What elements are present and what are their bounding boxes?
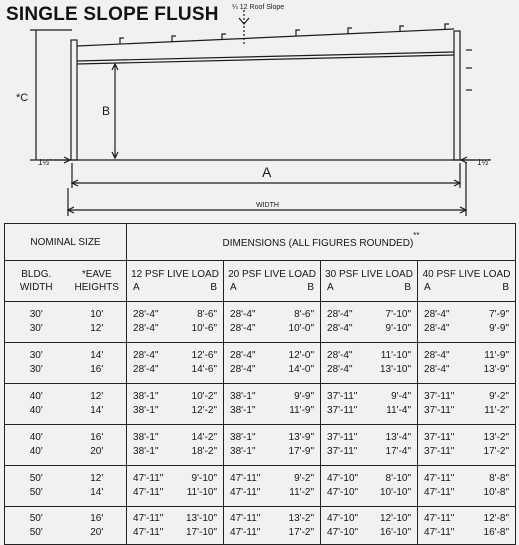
dimension-b-value: 16'-10" [379, 526, 412, 538]
dimension-pair [224, 472, 320, 486]
dimension-a-value: 47'-10" [327, 512, 359, 524]
bldg-width-cell [5, 466, 68, 507]
dimension-cell [418, 466, 516, 507]
dimension-pair [321, 526, 417, 540]
eave-height-value: 14' [90, 350, 104, 361]
label-c: *C [16, 92, 29, 104]
dimension-b-value: 9'-4" [391, 391, 412, 402]
eave-height-value: 14' [90, 487, 104, 498]
dimension-b-value: 9'-10" [191, 473, 218, 484]
dimension-a-value: 37'-11" [424, 432, 455, 443]
dimension-a-value: 47'-11" [230, 487, 261, 498]
bldg-width-value: 30' [29, 350, 43, 361]
dimension-a-value: 28'-4" [230, 350, 256, 361]
dimension-b-value: 9'-2" [489, 391, 510, 402]
dimension-pair [127, 322, 223, 336]
dimension-cell [418, 384, 516, 425]
dimension-b-value: 12'-0" [288, 350, 315, 361]
dimension-b-value: 11'-10" [186, 487, 218, 498]
dimension-cell [224, 507, 321, 545]
dimension-b-value: 11'-2" [289, 487, 315, 498]
dimension-cell [127, 507, 224, 545]
eave-height-cell [68, 384, 127, 425]
dimension-a-value: 28'-4" [424, 323, 450, 334]
dimension-pair [418, 431, 515, 445]
dimension-b-value: 10'-6" [191, 323, 218, 334]
dimension-cell [418, 425, 516, 466]
dimension-pair [321, 308, 417, 322]
eave-height-cell [68, 507, 127, 545]
dimension-b-value: 12'-10" [379, 512, 412, 524]
load-header-30: 30 PSF LIVE LOAD A B [321, 261, 418, 302]
dimension-pair [418, 349, 515, 363]
table-row-group [5, 466, 516, 507]
dimension-a-value: 47'-11" [133, 487, 164, 498]
dimension-a-value: 28'-4" [133, 323, 159, 334]
dimension-pair [321, 363, 417, 377]
dimension-b-value: 17'-10" [185, 526, 218, 538]
dimension-b-value: 14'-6" [191, 364, 218, 375]
dimensions-header: DIMENSIONS (ALL FIGURES ROUNDED)** [127, 224, 516, 261]
table-row-group [5, 507, 516, 545]
dimension-pair [321, 322, 417, 336]
dimension-b-value: 11'-4" [386, 405, 412, 416]
dimension-cell [127, 343, 224, 384]
dimension-pair [321, 512, 417, 526]
dimension-a-value: 47'-11" [133, 473, 164, 484]
dimension-a-value: 47'-10" [327, 473, 359, 484]
dimension-pair [127, 308, 223, 322]
bldg-width-value: 30' [29, 323, 43, 334]
dimension-b-value: 16'-8" [483, 526, 510, 538]
page-title: SINGLE SLOPE FLUSH [6, 4, 219, 25]
eave-height-value: 14' [90, 405, 104, 416]
dimension-pair [127, 431, 223, 445]
dimension-a-value: 47'-10" [327, 487, 359, 498]
table-row-group [5, 425, 516, 466]
dimension-a-value: 28'-4" [424, 350, 450, 361]
dimension-pair [127, 390, 223, 404]
dimension-b-value: 13'-2" [483, 432, 510, 443]
dimension-b-value: 18'-2" [191, 446, 218, 457]
dimension-a-value: 37'-11" [327, 391, 358, 402]
bldg-width-cell [5, 384, 68, 425]
load-header-20: 20 PSF LIVE LOAD A B [224, 261, 321, 302]
dimension-pair [321, 390, 417, 404]
dimension-b-value: 10'-0" [288, 323, 315, 334]
dimension-a-value: 38'-1" [133, 405, 159, 416]
eave-height-value: 10' [90, 309, 104, 320]
dimension-b-value: 12'-8" [483, 512, 510, 524]
dimension-pair [418, 486, 515, 500]
eave-height-value: 16' [90, 432, 104, 443]
roof-beam-top [77, 29, 454, 46]
dimension-a-value: 47'-11" [424, 473, 455, 484]
dimension-pair [418, 308, 515, 322]
dimension-a-value: 28'-4" [424, 309, 450, 320]
dimension-cell [321, 302, 418, 343]
bldg-width-value: 40' [29, 432, 43, 443]
bldg-width-value: 40' [29, 391, 43, 402]
dimension-b-value: 13'-10" [185, 512, 218, 524]
label-a: A [262, 164, 272, 180]
dimension-a-value: 38'-1" [230, 446, 256, 457]
dimension-b-value: 10'-2" [191, 391, 218, 402]
eave-height-value: 16' [90, 364, 104, 375]
dimension-b-value: 17'-2" [483, 446, 510, 457]
dimension-pair [224, 349, 320, 363]
dimension-pair [127, 486, 223, 500]
label-b: B [102, 104, 111, 118]
dimension-b-value: 11'-2" [484, 405, 510, 416]
dimension-cell [321, 384, 418, 425]
dimension-pair [224, 308, 320, 322]
eave-height-value: 12' [90, 323, 104, 334]
dimension-a-value: 28'-4" [327, 323, 353, 334]
dimension-cell [418, 507, 516, 545]
dimension-b-value: 12'-6" [191, 350, 218, 361]
dimension-b-value: 9'-9" [489, 323, 510, 334]
bldg-width-cell [5, 425, 68, 466]
dimension-b-value: 17'-2" [288, 526, 315, 538]
dimension-a-value: 47'-11" [424, 487, 455, 498]
eave-height-value: 20' [90, 526, 104, 538]
dimension-pair [418, 526, 515, 540]
dimension-a-value: 37'-11" [424, 405, 455, 416]
dimension-a-value: 47'-10" [327, 526, 359, 538]
dimension-b-value: 9'-10" [385, 323, 412, 334]
dimension-b-value: 17'-9" [288, 446, 315, 457]
dimension-a-value: 28'-4" [230, 309, 256, 320]
dimension-pair [127, 472, 223, 486]
table-row-group [5, 384, 516, 425]
dimension-b-value: 14'-2" [191, 432, 218, 443]
right-column [454, 31, 460, 160]
dimension-cell [321, 343, 418, 384]
table-body [5, 302, 516, 545]
eave-heights-header: *EAVE HEIGHTS [68, 261, 127, 302]
dimension-b-value: 13'-9" [288, 432, 315, 443]
bldg-width-value: 30' [29, 309, 43, 320]
eave-height-cell [68, 466, 127, 507]
dimension-a-value: 38'-1" [230, 405, 256, 416]
nominal-size-header: NOMINAL SIZE [5, 224, 127, 261]
dimension-a-value: 28'-4" [424, 364, 450, 375]
dimension-cell [418, 343, 516, 384]
dimension-b-value: 8'-8" [489, 473, 510, 484]
bldg-width-value: 50' [29, 473, 43, 484]
dimension-pair [127, 363, 223, 377]
dimension-pair [418, 404, 515, 418]
roof-slope-note: ¼ 12 Roof Slope [232, 4, 285, 11]
dimension-pair [321, 472, 417, 486]
left-column [71, 40, 77, 160]
bldg-width-value: 50' [29, 487, 43, 498]
dimension-a-value: 47'-11" [424, 512, 455, 524]
load-header-12: 12 PSF LIVE LOAD A B [127, 261, 224, 302]
dimension-a-value: 47'-11" [133, 526, 164, 538]
dimension-a-value: 28'-4" [133, 364, 159, 375]
dimension-cell [224, 302, 321, 343]
dimension-a-value: 47'-11" [230, 473, 261, 484]
dimension-b-value: 13'-2" [288, 512, 315, 524]
dimension-pair [224, 512, 320, 526]
load-header-40: 40 PSF LIVE LOAD A B [418, 261, 516, 302]
dimension-cell [127, 466, 224, 507]
dimension-b-value: 8'-6" [197, 309, 218, 320]
dimension-a-value: 47'-11" [424, 526, 455, 538]
dimension-b-value: 9'-9" [294, 391, 315, 402]
bldg-width-value: 40' [29, 405, 43, 416]
building-elevation-diagram [0, 0, 519, 222]
bldg-width-cell [5, 343, 68, 384]
dimension-b-value: 8'-10" [385, 473, 412, 484]
dimension-b-value: 7'-10" [385, 309, 412, 320]
bldg-width-value: 40' [29, 446, 43, 457]
dimension-pair [418, 512, 515, 526]
dimension-a-value: 38'-1" [133, 432, 159, 443]
dimension-a-value: 37'-11" [327, 432, 358, 443]
dimension-pair [321, 349, 417, 363]
dimension-pair [224, 526, 320, 540]
eave-height-value: 12' [90, 391, 104, 402]
dimension-pair [418, 363, 515, 377]
dimension-a-value: 47'-11" [230, 526, 261, 538]
dimension-b-value: 14'-0" [288, 364, 315, 375]
dimension-pair [224, 404, 320, 418]
dimension-b-value: 11'-9" [484, 350, 510, 361]
eave-height-value: 16' [90, 512, 104, 524]
right-offset-label: 1½" [477, 158, 491, 167]
left-offset-label: 1½" [38, 158, 52, 167]
dimension-cell [321, 507, 418, 545]
dimension-b-value: 12'-2" [191, 405, 218, 416]
dimension-pair [418, 445, 515, 459]
dimension-a-value: 38'-1" [230, 432, 256, 443]
dimension-b-value: 9'-2" [294, 473, 315, 484]
dimension-b-value: 10'-10" [379, 487, 412, 498]
dimension-pair [418, 322, 515, 336]
dimension-a-value: 37'-11" [327, 446, 358, 457]
dimension-a-value: 47'-11" [133, 512, 164, 524]
dimension-cell [224, 343, 321, 384]
dimension-a-value: 37'-11" [424, 446, 455, 457]
dimension-pair [127, 526, 223, 540]
dimension-b-value: 8'-6" [294, 309, 315, 320]
dimension-a-value: 28'-4" [327, 309, 353, 320]
dimension-pair [224, 445, 320, 459]
bldg-width-cell [5, 302, 68, 343]
eave-height-value: 20' [90, 446, 104, 457]
dimension-pair [418, 472, 515, 486]
dimension-a-value: 47'-11" [230, 512, 261, 524]
eave-height-value: 12' [90, 473, 104, 484]
table-row-group [5, 343, 516, 384]
dimension-cell [418, 302, 516, 343]
dimension-pair [127, 349, 223, 363]
dimension-a-value: 28'-4" [133, 350, 159, 361]
bldg-width-cell [5, 507, 68, 545]
dimension-a-value: 28'-4" [133, 309, 159, 320]
bldg-width-value: 50' [29, 526, 43, 538]
dimension-pair [127, 445, 223, 459]
dimension-pair [321, 445, 417, 459]
dimension-b-value: 13'-9" [483, 364, 510, 375]
dimension-b-value: 13'-10" [379, 364, 412, 375]
dimension-b-value: 11'-10" [380, 350, 412, 361]
dimension-a-value: 28'-4" [230, 364, 256, 375]
dimension-cell [224, 384, 321, 425]
dimension-cell [127, 302, 224, 343]
dimension-pair [224, 431, 320, 445]
bldg-width-header: BLDG. WIDTH [5, 261, 68, 302]
dimension-b-value: 11'-9" [289, 405, 315, 416]
dimensions-table [4, 223, 516, 545]
dimension-pair [127, 404, 223, 418]
dimension-a-value: 28'-4" [230, 323, 256, 334]
dimension-cell [224, 425, 321, 466]
dimension-b-value: 10'-8" [483, 487, 510, 498]
dimension-a-value: 37'-11" [327, 405, 358, 416]
dimension-pair [321, 486, 417, 500]
dimension-cell [127, 384, 224, 425]
width-label: WIDTH [256, 202, 279, 209]
dimension-pair [127, 512, 223, 526]
bldg-width-value: 50' [29, 512, 43, 524]
eave-height-cell [68, 425, 127, 466]
dimension-b-value: 7'-9" [489, 309, 510, 320]
dimension-cell [321, 466, 418, 507]
eave-height-cell [68, 343, 127, 384]
dimension-cell [224, 466, 321, 507]
dimension-pair [321, 431, 417, 445]
bldg-width-value: 30' [29, 364, 43, 375]
dimension-cell [127, 425, 224, 466]
dimension-pair [418, 390, 515, 404]
dimension-pair [224, 322, 320, 336]
table-row-group [5, 302, 516, 343]
dimension-b-value: 17'-4" [385, 446, 412, 457]
dimension-a-value: 28'-4" [327, 350, 353, 361]
dimension-a-value: 38'-1" [230, 391, 256, 402]
dimension-a-value: 38'-1" [133, 391, 159, 402]
dimension-a-value: 38'-1" [133, 446, 159, 457]
dimension-b-value: 13'-4" [385, 432, 412, 443]
dimension-pair [321, 404, 417, 418]
dimension-pair [224, 363, 320, 377]
dimension-pair [224, 486, 320, 500]
eave-height-cell [68, 302, 127, 343]
dimension-a-value: 37'-11" [424, 391, 455, 402]
dimension-cell [321, 425, 418, 466]
dimension-a-value: 28'-4" [327, 364, 353, 375]
dimension-pair [224, 390, 320, 404]
